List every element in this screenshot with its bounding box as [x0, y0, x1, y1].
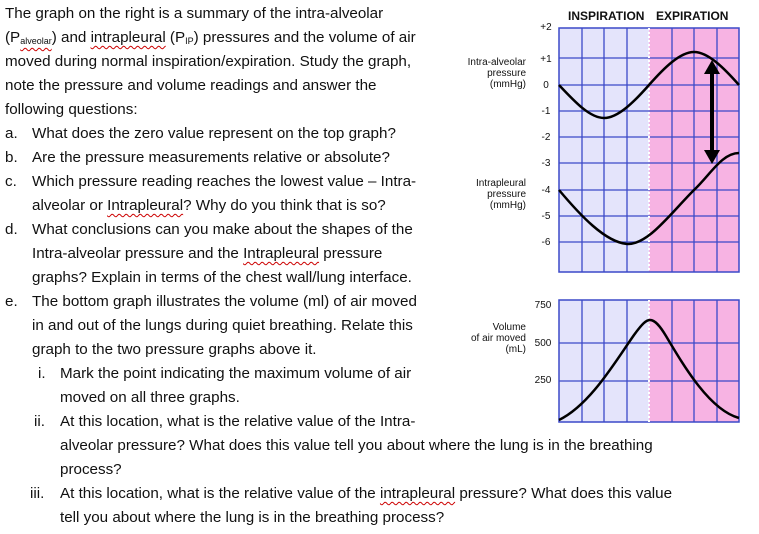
question-e-text-2: in and out of the lungs during quiet breathing. Relate this — [32, 317, 413, 334]
intro-line-5: following questions: — [5, 101, 138, 118]
intro-line-4: note the pressure and volume readings and answer the — [5, 77, 377, 94]
pressure-chart-panel — [559, 28, 739, 272]
question-ii-text-3: process? — [60, 461, 122, 478]
question-a-marker: a. — [5, 125, 18, 142]
question-i-text-2: moved on all three graphs. — [60, 389, 240, 406]
tick-minus5: -5 — [541, 211, 551, 222]
tick-plus2: +2 — [540, 22, 552, 33]
question-iii-marker: iii. — [30, 485, 45, 502]
question-ii-text-2: alveolar pressure? What does this value tell you about where the lung is in the breathing — [60, 437, 653, 454]
intro-line-1: The graph on the right is a summary of the intra-alveolar — [5, 5, 384, 22]
header-expiration: EXPIRATION — [656, 9, 729, 23]
question-i-marker: i. — [38, 365, 46, 382]
question-iii-text-1: At this location, what is the relative value of the intrapleural pressure? What does this value — [60, 485, 673, 502]
question-e-marker: e. — [5, 293, 18, 310]
tick-minus2: -2 — [541, 132, 551, 143]
question-b-text: Are the pressure measurements relative or absolute? — [32, 149, 390, 166]
question-b-marker: b. — [5, 149, 18, 166]
question-ii-marker: ii. — [34, 413, 45, 430]
tick-minus3: -3 — [541, 158, 551, 169]
question-d-text-2: Intra-alveolar pressure and the Intrapleural pressure — [32, 245, 383, 262]
tick-500: 500 — [534, 338, 552, 349]
tick-minus4: -4 — [541, 185, 551, 196]
tick-minus1: -1 — [541, 106, 551, 117]
tick-minus6: -6 — [541, 237, 551, 248]
tick-750: 750 — [534, 300, 552, 311]
label-alveolar-pressure: Intra-alveolar pressure (mmHg) — [467, 57, 526, 90]
volume-chart-panel — [559, 300, 739, 422]
tick-plus1: +1 — [540, 54, 552, 65]
tick-250: 250 — [534, 375, 552, 386]
question-c-text-2: alveolar or Intrapleural? Why do you think that is so? — [32, 197, 386, 214]
intro-line-2: $(P_{alveolar})$ and intrapleural $(P_{IP})$ pressures and the volume of air — [5, 29, 416, 46]
question-a-text: What does the zero value represent on the top graph? — [32, 125, 396, 142]
header-inspiration: INSPIRATION — [568, 9, 645, 23]
label-intrapleural-pressure: Intrapleural pressure (mmHg) — [475, 178, 526, 211]
question-d-text-3: graphs? Explain in terms of the chest wall/lung interface. — [32, 269, 412, 286]
intro-line-3: moved during normal inspiration/expiration. Study the graph, — [5, 53, 412, 70]
question-d-text-1: What conclusions can you make about the shapes of the — [32, 221, 413, 238]
label-volume: Volume of air moved (mL) — [470, 322, 526, 355]
question-c-text-1: Which pressure reading reaches the lowest value – Intra- — [32, 173, 417, 190]
question-c-marker: c. — [5, 173, 17, 190]
tick-0: 0 — [543, 80, 549, 91]
question-e-text-1: The bottom graph illustrates the volume (ml) of air moved — [32, 293, 417, 310]
question-ii-text-1: At this location, what is the relative value of the Intra- — [60, 413, 416, 430]
question-d-marker: d. — [5, 221, 18, 238]
question-i-text-1: Mark the point indicating the maximum volume of air — [60, 365, 412, 382]
question-e-text-3: graph to the two pressure graphs above it. — [32, 341, 317, 358]
question-iii-text-2: tell you about where the lung is in the breathing process? — [60, 509, 445, 526]
